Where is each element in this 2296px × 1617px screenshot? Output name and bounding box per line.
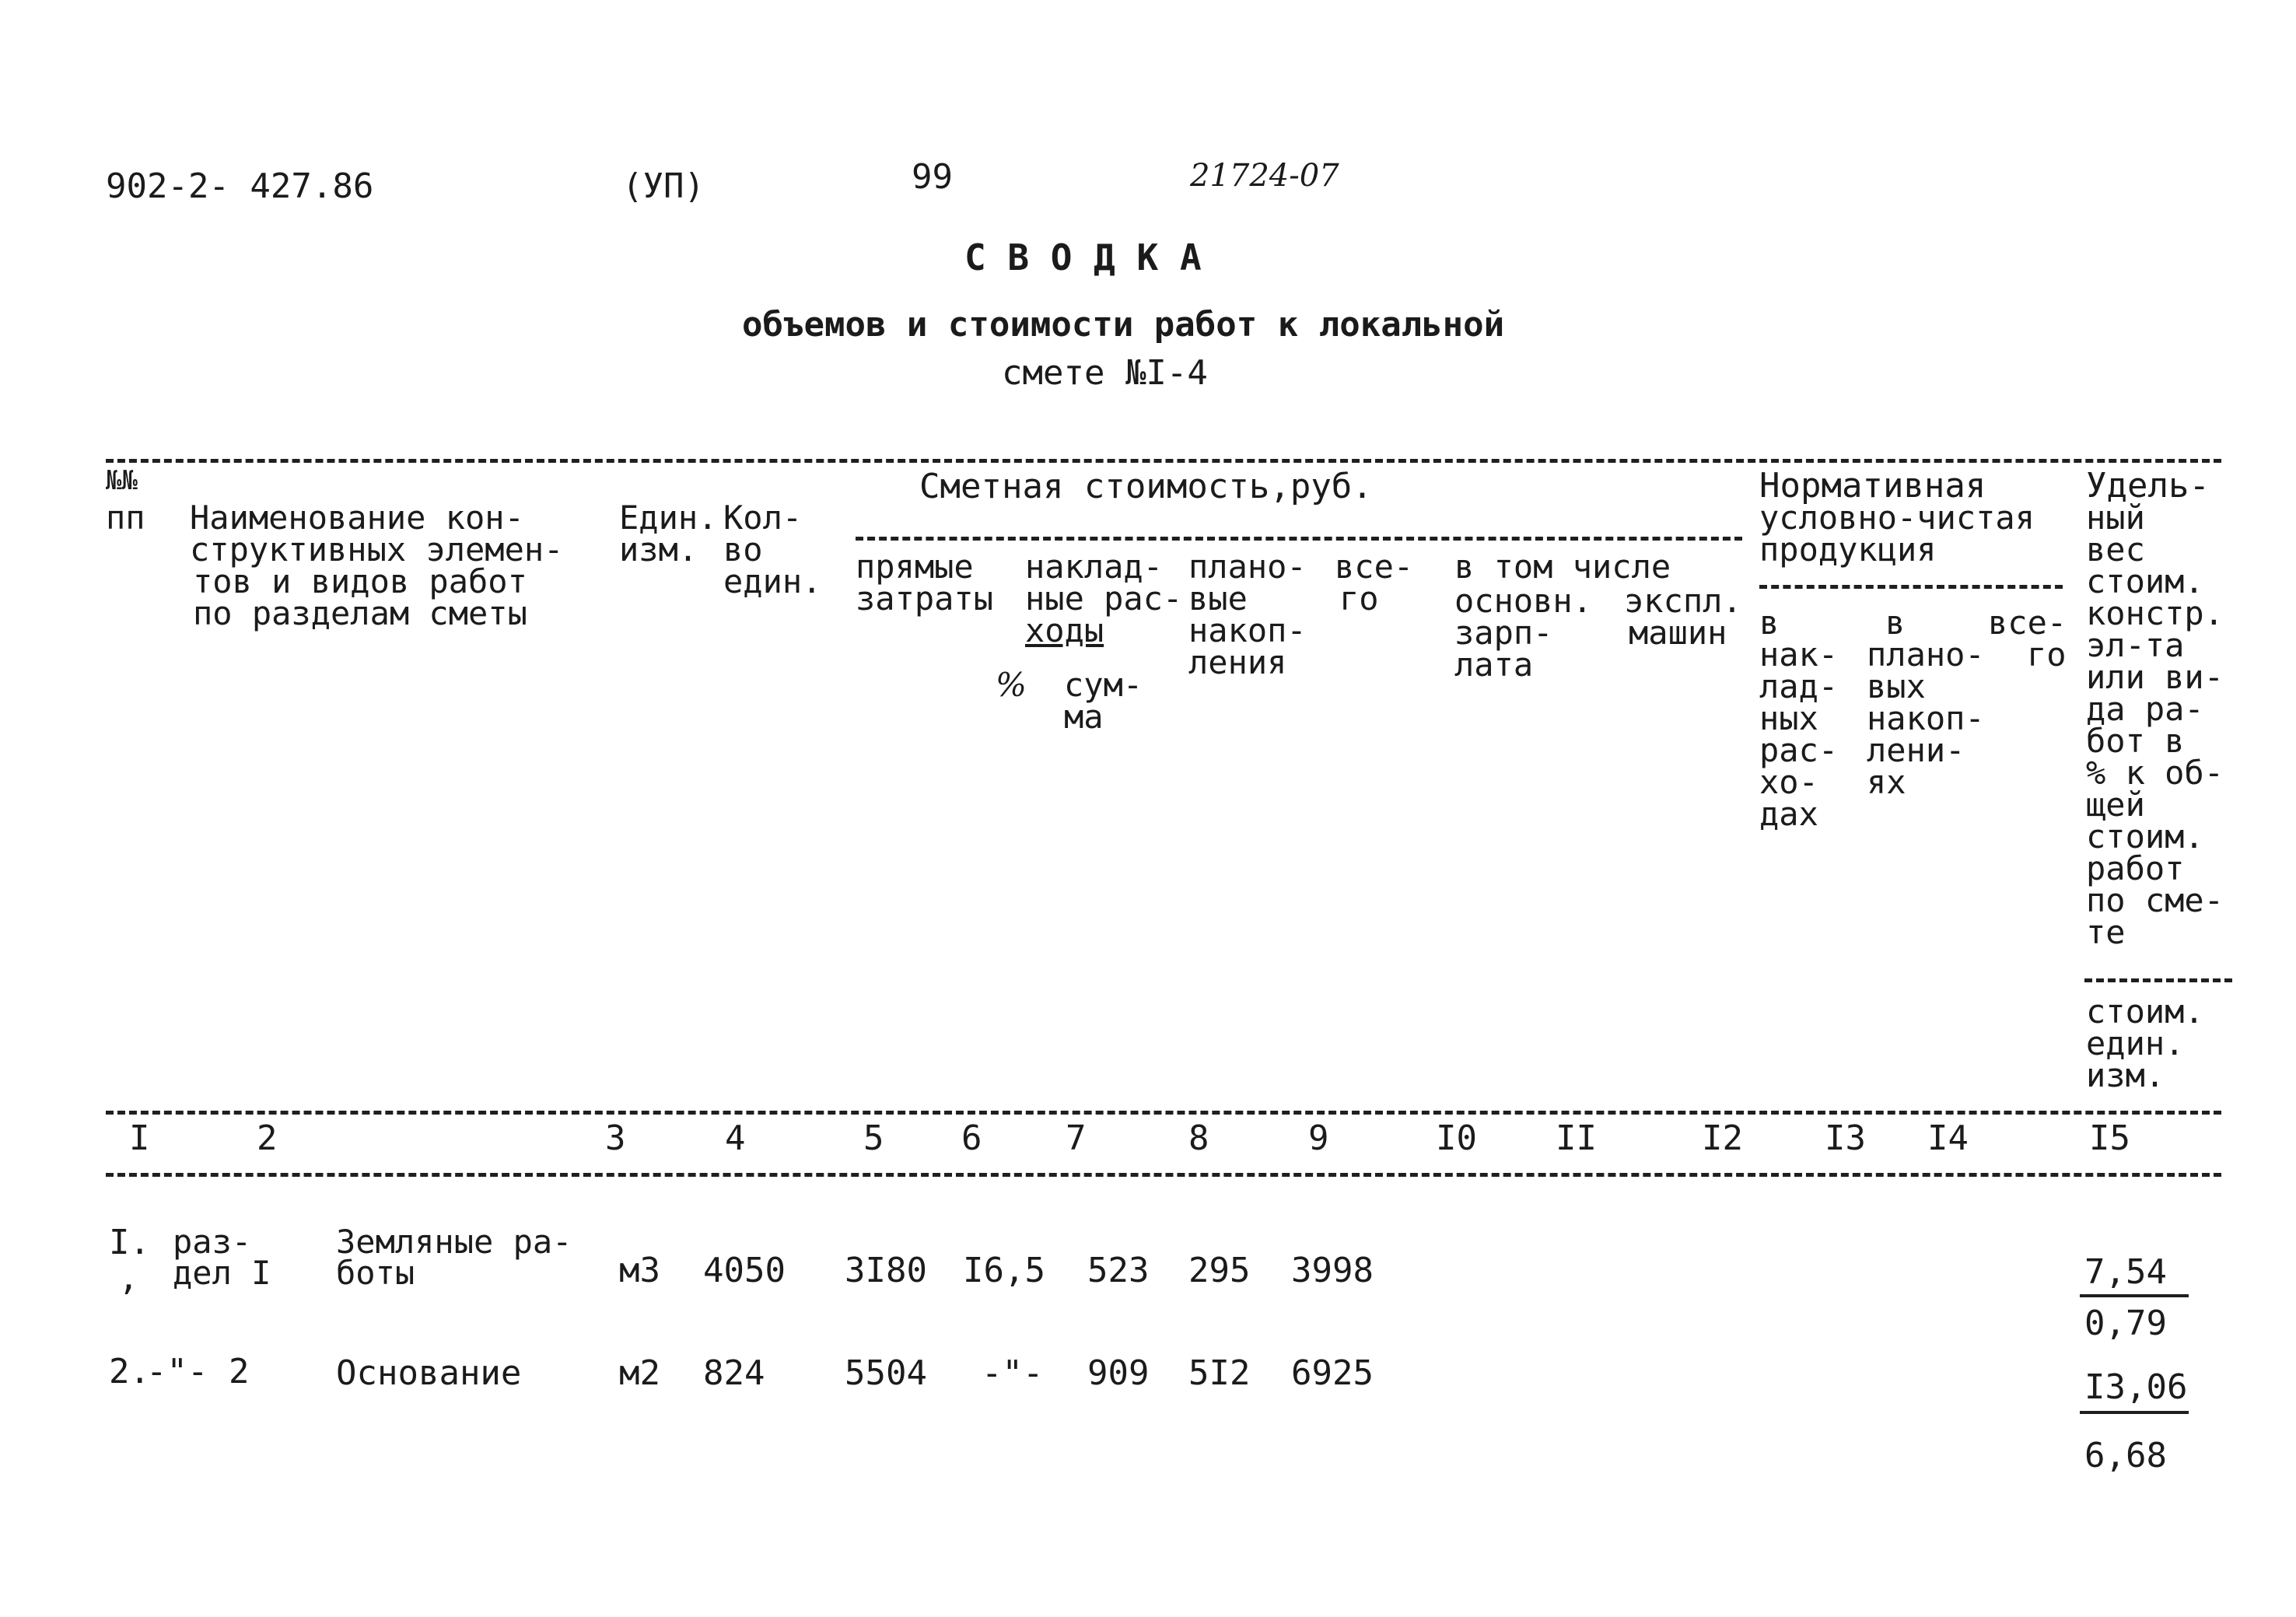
header-col-total [1335,548,1414,618]
row-qty: 4050 [703,1251,786,1290]
header-norm-overhead-line: дах [1759,795,1818,833]
header-planned-line: накоп- [1188,611,1307,649]
header-direct-line: прямые [856,548,974,586]
header-norm-planned-line: вых [1867,667,1926,705]
header-col-num [106,465,145,537]
header-norm-planned-line: лени- [1867,731,1965,769]
column-number: I5 [2089,1118,2130,1158]
row-direct-cost: 5504 [845,1353,927,1393]
header-norm-overhead-line: ных [1759,699,1818,737]
row-overhead-sum: 523 [1087,1251,1150,1290]
column-number: I2 [1702,1118,1743,1158]
header-name-line: тов и видов работ [193,562,527,600]
header-col-wages [1454,582,1593,684]
header-total-line: го [1339,579,1379,618]
header-planned-line: вые [1188,579,1248,618]
row-planned-savings: 295 [1188,1251,1251,1290]
cost-group-rule [856,537,1742,541]
row-unit: м3 [619,1251,660,1290]
column-number: 7 [1066,1118,1087,1158]
header-overhead-percent: % [996,666,1027,704]
column-number: II [1556,1118,1597,1158]
row-unit: м2 [619,1353,660,1393]
header-qty-line: во [723,530,763,569]
header-norm-total-line: все- [1988,604,2067,642]
header-total-line: все- [1335,548,1414,586]
row-total: 3998 [1291,1251,1374,1290]
header-incl: в том числе [1454,548,1671,586]
header-norm-overhead-line: нак- [1759,635,1839,674]
row-share: I3,06 [2084,1367,2188,1407]
header-norm-line: продукция [1759,530,1937,569]
column-number: 9 [1308,1118,1329,1158]
header-share-line: Удель- [2086,466,2210,506]
document-subtitle-line-1: объемов и стоимости работ к локальной [742,305,1505,345]
header-share-line: да ра- [2086,690,2204,728]
row-number: I. [109,1223,150,1262]
column-number: I3 [1825,1118,1866,1158]
row-share-fraction-line [2080,1294,2189,1297]
row-name: Земляные ра- [336,1223,572,1261]
header-col-planned [1188,548,1307,681]
row-share: 7,54 [2084,1252,2167,1292]
header-unit-cost-line: един. [2086,1024,2185,1062]
header-norm-line: условно-чистая [1759,499,2035,537]
header-col-unit [619,499,718,569]
row-section: раз- [173,1223,252,1261]
header-share-line: % к об- [2086,754,2224,792]
row-unit-cost: 6,68 [2084,1436,2167,1475]
row-overhead-percent: -"- [982,1353,1044,1393]
header-share-line: по сме- [2086,881,2224,919]
header-col-direct [856,548,994,618]
header-unit-cost-line: стоим. [2086,992,2204,1031]
header-unit-line: Един. [619,499,718,537]
column-number: 3 [605,1118,626,1158]
header-wages-line: лата [1454,646,1534,684]
header-col-share [2086,466,2224,951]
row-name: боты [336,1254,415,1292]
header-overhead-line: ные рас- [1025,579,1183,618]
handwritten-reference: 21724-07 [1190,158,1339,194]
header-machines-line: машин [1629,614,1727,652]
header-share-line: ный [2086,499,2145,537]
header-wages-line: зарп- [1454,614,1553,652]
header-col-unit-cost [2086,992,2204,1094]
row-overhead-percent: I6,5 [963,1251,1045,1290]
header-planned-line: ления [1188,643,1287,681]
row-section: дел I [173,1254,271,1292]
row-name: Основание [336,1353,522,1393]
header-norm-overhead-line: лад- [1759,667,1839,705]
header-share-line: эл-та [2086,626,2185,664]
row-share-fraction-line [2080,1411,2189,1414]
header-norm-overhead-line: рас- [1759,731,1839,769]
header-name-line: структивных элемен- [190,530,564,569]
header-norm-overhead-line: в [1759,604,1780,642]
header-direct-line: затраты [856,579,994,618]
header-overhead-sum-line: сум- [1064,666,1143,704]
header-norm-overhead-line: хо- [1759,763,1818,801]
header-planned-line: плано- [1188,548,1307,586]
row-planned-savings: 5I2 [1188,1353,1251,1393]
page-number: 99 [912,157,953,197]
header-norm-line: Нормативная [1759,466,1986,506]
header-col-overhead [1025,548,1183,649]
column-number: I [129,1118,150,1158]
header-qty-line: Кол- [723,499,803,537]
header-cost-group: Сметная стоимость,руб. [919,467,1373,506]
header-norm-planned-line: накоп- [1867,699,1985,737]
column-number: I0 [1436,1118,1477,1158]
row-qty: 824 [703,1353,765,1393]
header-col-norm-overhead [1759,604,1839,833]
header-norm-planned-line: в [1885,604,1906,642]
section-mark: (УП) [622,166,705,206]
header-wages-line: основн. [1454,582,1593,620]
header-col-overhead-sum [1064,666,1143,736]
header-norm-total-line: го [2027,635,2067,674]
header-share-line: или ви- [2086,658,2224,696]
column-number: 4 [725,1118,746,1158]
header-share-line: вес [2086,530,2145,569]
document-title: С В О Д К А [964,236,1202,278]
column-number: 8 [1188,1118,1209,1158]
header-share-line: бот в [2086,722,2185,760]
column-number: 5 [863,1118,884,1158]
header-norm-planned-line: ях [1867,763,1906,801]
header-share-line: стоим. [2086,817,2204,856]
header-num-pp: пп [106,499,145,537]
column-number: 6 [961,1118,982,1158]
header-col-qty [723,499,822,600]
norm-group-rule [1759,585,2063,589]
header-col-norm-planned [1867,604,1985,801]
header-num-mark: №№ [106,465,138,496]
row-direct-cost: 3I80 [845,1251,927,1290]
column-numbers-rule [106,1173,2221,1177]
header-qty-line: един. [723,562,822,600]
row-unit-cost: 0,79 [2084,1304,2167,1343]
column-number: I4 [1927,1118,1969,1158]
header-share-line: те [2086,913,2126,951]
header-share-line: стоим. [2086,562,2204,600]
header-norm-group [1759,466,2035,569]
row-total: 6925 [1291,1353,1374,1393]
header-name-line: по разделам сметы [193,594,527,632]
header-machines-line: экспл. [1624,582,1742,620]
header-col-machines [1624,582,1742,652]
header-norm-planned-line: плано- [1867,635,1985,674]
header-overhead-line: наклад- [1025,548,1164,586]
row-section: -"- 2 [146,1352,250,1391]
column-number: 2 [257,1118,278,1158]
header-share-line: работ [2086,849,2185,887]
row-overhead-sum: 909 [1087,1353,1150,1393]
row-number-mark: , [118,1258,139,1298]
share-sub-rule [2084,978,2232,982]
row-number: 2. [109,1352,150,1391]
table-top-rule [106,459,2221,463]
header-overhead-line: ходы [1025,611,1104,649]
header-col-norm-total [1988,604,2067,674]
header-share-line: щей [2086,786,2145,824]
header-bottom-rule [106,1111,2221,1115]
header-unit-line: изм. [619,530,698,569]
header-share-line: констр. [2086,594,2224,632]
document-subtitle-line-2: смете №I-4 [1002,353,1208,393]
header-name-line: Наименование кон- [190,499,524,537]
header-col-name [190,499,564,632]
document-code: 902-2- 427.86 [106,166,374,206]
header-overhead-sum-line: ма [1064,698,1104,736]
header-unit-cost-line: изм. [2086,1056,2165,1094]
